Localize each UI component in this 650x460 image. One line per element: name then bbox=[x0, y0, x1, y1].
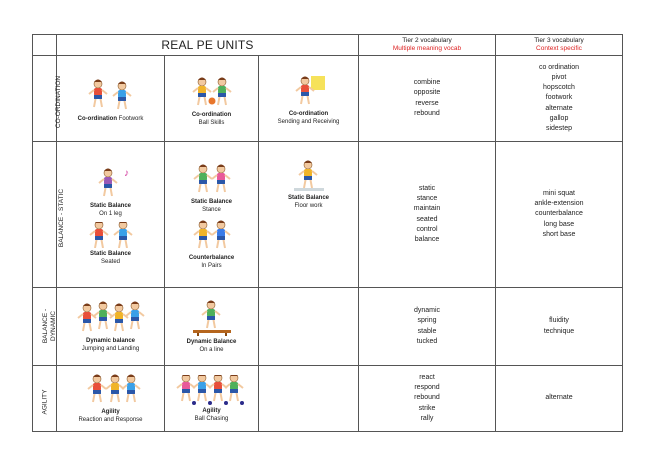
tier2-header bbox=[359, 35, 496, 56]
row-label: BALANCE - STATIC bbox=[58, 188, 66, 247]
unit-card bbox=[259, 56, 359, 142]
pe-units-table bbox=[32, 34, 623, 432]
vocab-word: dynamic bbox=[413, 307, 441, 315]
svg-text:♪: ♪ bbox=[123, 167, 129, 179]
vocab-word: alternate bbox=[545, 104, 573, 112]
unit-name: Agility bbox=[101, 408, 120, 415]
unit-card bbox=[165, 288, 259, 366]
vocab-word: footwork bbox=[545, 94, 573, 102]
children-running-illustration bbox=[76, 75, 146, 113]
vocab-word: hopscotch bbox=[543, 84, 575, 92]
row-label-cell bbox=[33, 142, 66, 288]
vocab-word: short base bbox=[542, 230, 576, 238]
unit-name: Counterbalance bbox=[188, 254, 235, 261]
unit-card-group bbox=[165, 142, 259, 288]
unit-name: Static Balance bbox=[89, 250, 132, 257]
vocab-word: technique bbox=[543, 327, 575, 335]
vocab-word: counterbalance bbox=[535, 210, 583, 218]
unit-subtitle: Jumping and Landing bbox=[81, 345, 140, 352]
tier3-header bbox=[496, 35, 623, 56]
children-ball-chasing-illustration bbox=[174, 375, 250, 405]
children-stance-illustration bbox=[187, 160, 237, 196]
vocab-word: spring bbox=[417, 317, 437, 325]
tier3-vocab-cell bbox=[496, 56, 623, 142]
children-reacting-illustration bbox=[81, 374, 141, 406]
vocab-word: react bbox=[419, 373, 435, 381]
unit-subtitle: Ball Chasing bbox=[194, 415, 229, 422]
vocab-word: balance bbox=[414, 235, 440, 243]
row-label: CO-ORDINATION bbox=[55, 75, 63, 128]
unit-subtitle: Sending and Receiving bbox=[277, 118, 340, 125]
unit-subtitle: Footwork bbox=[118, 115, 144, 122]
row-coordination bbox=[33, 56, 623, 142]
unit-card bbox=[57, 288, 165, 366]
tier2-vocab-cell bbox=[359, 142, 496, 288]
vocab-word: fluidity bbox=[549, 317, 569, 325]
vocab-word: gallop bbox=[549, 114, 569, 122]
row-label-cell bbox=[33, 56, 63, 142]
unit-name: Static Balance bbox=[287, 195, 330, 201]
vocab-word: combine bbox=[413, 79, 441, 87]
vocab-word: mini squat bbox=[543, 189, 575, 197]
tier2-label: Tier 2 vocabulary bbox=[402, 37, 452, 44]
vocab-word: reverse bbox=[415, 99, 439, 107]
row-balance-static bbox=[33, 142, 623, 288]
unit-name: Co-ordination bbox=[288, 110, 329, 117]
vocab-word: rebound bbox=[414, 394, 440, 402]
vocab-word: sidestep bbox=[545, 125, 573, 132]
vocab-word: control bbox=[416, 225, 438, 233]
unit-card bbox=[165, 366, 259, 432]
unit-name: Co-ordination bbox=[191, 111, 232, 118]
tier2-vocab-cell bbox=[359, 56, 496, 142]
unit-subtitle: Stance bbox=[202, 206, 221, 213]
vocab-word: respond bbox=[414, 384, 440, 392]
unit-card-group bbox=[57, 142, 165, 288]
vocab-word: static bbox=[418, 184, 436, 192]
unit-card bbox=[57, 56, 165, 142]
tier3-vocab-cell bbox=[496, 288, 623, 366]
unit-subtitle: On a line bbox=[199, 346, 224, 353]
unit-subtitle: In Pairs bbox=[201, 262, 222, 269]
tier2-vocab-cell bbox=[359, 288, 496, 366]
vocab-word: ankle-extension bbox=[534, 200, 584, 208]
tier3-vocab-cell bbox=[496, 366, 623, 432]
empty-cell bbox=[259, 288, 359, 366]
unit-name: Dynamic Balance bbox=[186, 338, 237, 345]
children-jumping-illustration bbox=[73, 301, 149, 335]
row-balance-dynamic bbox=[33, 288, 623, 366]
child-balance-beam-illustration bbox=[187, 300, 237, 336]
row-agility bbox=[33, 366, 623, 432]
unit-subtitle: Floor work bbox=[294, 203, 323, 209]
vocab-word: alternate bbox=[545, 394, 573, 402]
row-label-line: BALANCE - bbox=[42, 308, 50, 343]
empty-cell bbox=[259, 366, 359, 432]
unit-name: Dynamic balance bbox=[85, 337, 136, 344]
child-one-leg-illustration bbox=[86, 164, 136, 200]
tier3-sublabel: Context specific bbox=[536, 45, 582, 52]
children-ball-illustration bbox=[182, 71, 242, 109]
vocab-word: rebound bbox=[414, 109, 440, 117]
vocab-word: stance bbox=[416, 195, 438, 203]
unit-card bbox=[57, 366, 165, 432]
row-label-cell bbox=[33, 288, 57, 366]
child-floor-work-illustration bbox=[286, 156, 332, 192]
vocab-word: long base bbox=[543, 220, 575, 228]
vocab-word: co ordination bbox=[538, 63, 580, 71]
vocab-word: seated bbox=[416, 215, 438, 223]
unit-name: Static Balance bbox=[89, 202, 132, 209]
vocab-word: strike bbox=[418, 404, 436, 412]
unit-subtitle: Reaction and Response bbox=[78, 416, 143, 423]
tier3-label: Tier 3 vocabulary bbox=[534, 37, 584, 44]
tier2-sublabel: Multiple meaning vocab bbox=[392, 45, 462, 52]
vocab-word: tucked bbox=[416, 337, 438, 345]
table-title: REAL PE UNITS bbox=[57, 35, 359, 56]
unit-name: Agility bbox=[202, 407, 221, 414]
vocab-word: opposite bbox=[413, 89, 441, 97]
child-throwing-illustration bbox=[289, 72, 329, 108]
row-label-cell bbox=[33, 366, 57, 432]
children-seated-illustration bbox=[81, 222, 141, 248]
unit-card bbox=[165, 56, 259, 142]
unit-subtitle: On 1 leg bbox=[99, 210, 122, 217]
unit-card bbox=[259, 142, 359, 288]
tier2-vocab-cell bbox=[359, 366, 496, 432]
vocab-word: pivot bbox=[551, 73, 567, 81]
tier3-vocab-cell bbox=[496, 142, 623, 288]
children-pairs-illustration bbox=[187, 218, 237, 252]
unit-subtitle: Ball Skills bbox=[198, 119, 225, 126]
unit-subtitle: Seated bbox=[100, 258, 121, 265]
row-label-line: DYNAMIC bbox=[50, 310, 58, 341]
unit-name: Co-ordination bbox=[77, 115, 117, 122]
unit-name: Static Balance bbox=[190, 198, 233, 205]
vocab-word: stable bbox=[417, 327, 437, 335]
row-label: AGILITY bbox=[41, 389, 49, 414]
vocab-word: rally bbox=[420, 414, 434, 422]
vocab-word: maintain bbox=[413, 205, 441, 213]
